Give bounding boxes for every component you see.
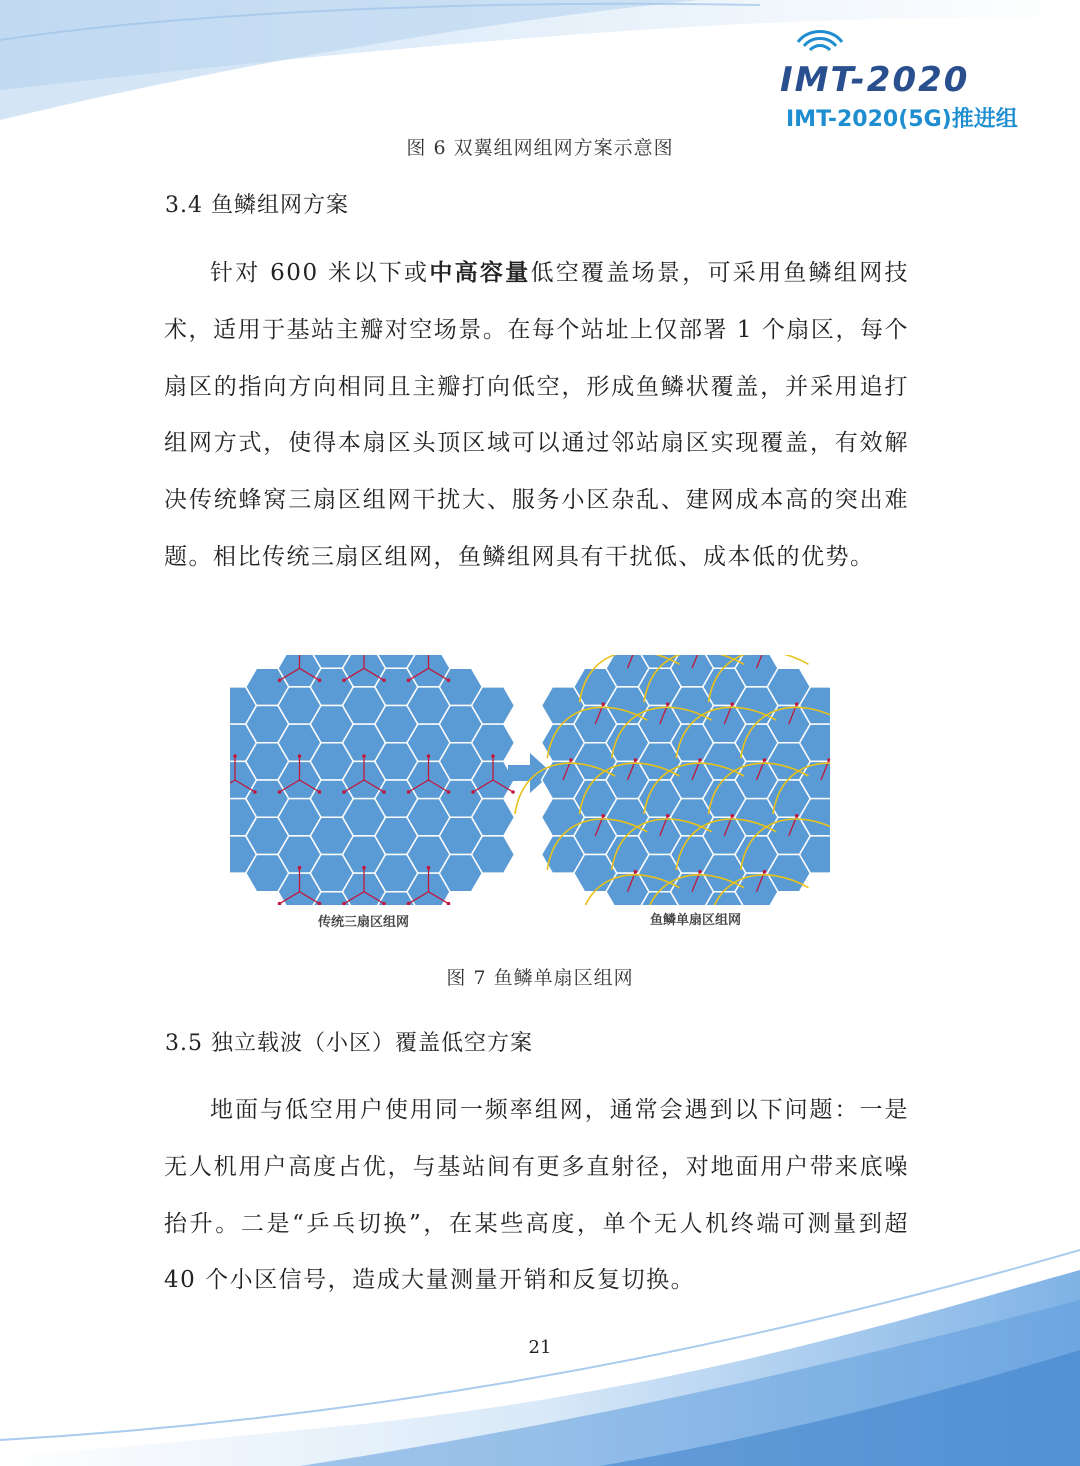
- sector-arrow-head: [730, 702, 734, 706]
- sector-arrow-head: [447, 678, 451, 682]
- sector-arrow-head: [362, 866, 366, 870]
- sector-arrow-head: [634, 758, 638, 762]
- sector-arrow-head: [698, 870, 702, 874]
- sector-arrow-head: [666, 814, 670, 818]
- sector-arrow-head: [795, 814, 799, 818]
- paragraph-emphasis: 中高容量: [429, 260, 531, 286]
- sector-arrow-head: [318, 678, 322, 682]
- figure-7-caption: 图 7 鱼鳞单扇区组网: [446, 967, 634, 989]
- sector-arrow-head: [298, 866, 302, 870]
- sector-arrow-head: [601, 702, 605, 706]
- sector-arrow-head: [233, 754, 237, 758]
- sector-arrow-head: [382, 678, 386, 682]
- sector-arrow-head: [698, 758, 702, 762]
- figure-6-caption: 图 6 双翼组网组网方案示意图: [406, 137, 674, 159]
- sector-arrow-head: [407, 790, 411, 794]
- sector-arrow-head: [342, 678, 346, 682]
- sector-arrow-head: [491, 754, 495, 758]
- logo-subtitle: IMT-2020(5G)推进组: [786, 107, 1018, 132]
- paragraph-text: 针对 600 米以下或: [210, 260, 430, 286]
- left-diagram-label: 传统三扇区组网: [318, 915, 410, 930]
- sector-arrow-head: [634, 870, 638, 874]
- sector-arrow-head: [763, 870, 767, 874]
- sector-arrow-head: [407, 678, 411, 682]
- sector-arrow-head: [298, 754, 302, 758]
- sector-arrow-head: [278, 678, 282, 682]
- section-3-5-paragraph: 地面与低空用户使用同一频率组网，通常会遇到以下问题：一是无人机用户高度占优，与基站间有更多直射径，对地面用户带来底噪抬升。二是“乒乓切换”，在某些高度，单个无人机终端可测量到超 40 个小区信号，造成大量测量开销和反复切换。: [164, 1097, 909, 1294]
- sector-arrow-head: [666, 702, 670, 706]
- sector-arrow-head: [253, 790, 257, 794]
- sector-arrow-head: [730, 814, 734, 818]
- sector-arrow-head: [763, 758, 767, 762]
- hex-network-diagram: [230, 655, 830, 905]
- sector-arrow-head: [342, 790, 346, 794]
- imt2020-logo: [780, 20, 1040, 140]
- section-3-5-heading: 3.5 独立载波（小区）覆盖低空方案: [165, 1031, 533, 1056]
- sector-arrow-head: [471, 790, 475, 794]
- section-3-4-heading: 3.4 鱼鳞组网方案: [165, 193, 349, 218]
- page-number: 21: [528, 1337, 552, 1358]
- paragraph-text: 低空覆盖场景，可采用鱼鳞组网技术，适用于基站主瓣对空场景。在每个站址上仅部署 1 个扇区，每个扇区的指向方向相同且主瓣打向低空，形成鱼鳞状覆盖，并采用追打组网方式，使得本扇区头顶区域可以通过邻站扇区实现覆盖，有效解决传统蜂窝三扇区组网干扰大、服务小区杂乱、建网成本高的突出难题。相比传统三扇区组网，鱼鳞组网具有干扰低、成本低的优势。: [164, 260, 910, 570]
- sector-arrow-head: [427, 866, 431, 870]
- sector-arrow-head: [601, 814, 605, 818]
- right-diagram-label: 鱼鳞单扇区组网: [650, 913, 742, 928]
- sector-arrow-head: [318, 790, 322, 794]
- sector-arrow-head: [447, 790, 451, 794]
- sector-arrow-head: [569, 758, 573, 762]
- sector-arrow-head: [795, 702, 799, 706]
- figure-7: [230, 655, 830, 935]
- sector-arrow-head: [382, 790, 386, 794]
- logo-wordmark: IMT-2020: [780, 60, 970, 100]
- sector-arrow-head: [362, 754, 366, 758]
- sector-arrow-head: [278, 790, 282, 794]
- section-3-4-paragraph: [164, 245, 909, 586]
- sector-arrow-head: [427, 754, 431, 758]
- signal-waves-icon: [790, 20, 850, 60]
- sector-arrow-head: [511, 790, 515, 794]
